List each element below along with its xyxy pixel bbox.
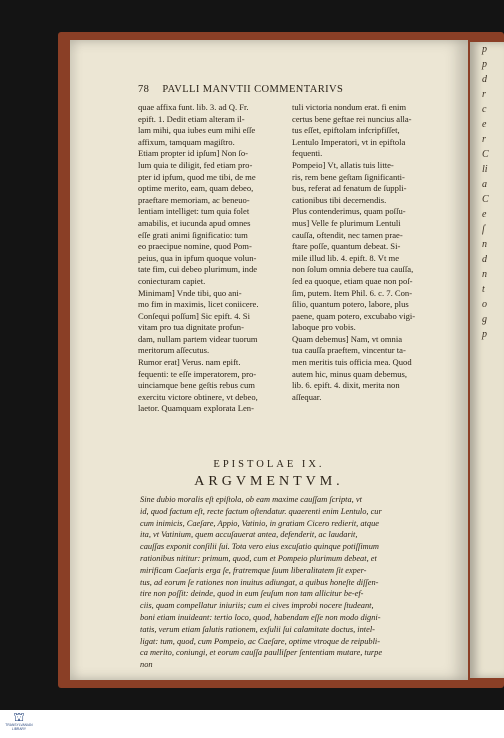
running-head [138, 84, 504, 98]
argument-line: Sine dubio moralis eſt epiſtola, ob eam maxime cauſſam ſcripta, vt [140, 495, 362, 504]
book-page [70, 40, 468, 680]
facing-page-fragment: r [482, 89, 486, 100]
commentary-line: Lentulo Imperatori, vt in epiftola [292, 136, 406, 147]
facing-page-fragment: C [482, 194, 489, 205]
argument-line: rationibus nititur: primum, quod, cum et Pompeio plurimum debeat, et [140, 553, 377, 563]
commentary-line: ris, rem bene geſtam ſignificanti- [292, 171, 405, 182]
library-logo[interactable] [4, 710, 34, 738]
commentary-line: laboque pro vobis. [292, 322, 356, 333]
facing-page-fragment: e [482, 209, 487, 220]
facing-page-fragment: o [482, 299, 487, 310]
commentary-line: mile illud lib. 4. epift. 8. Vt me [292, 252, 400, 263]
argument-line: ligat: tum, quod, cum Pompeio, ac Caeſare, optime vtroque de reipubli- [140, 636, 381, 646]
facing-page-fragment: g [482, 314, 487, 325]
facing-page-fragment: p [482, 44, 487, 55]
commentary-line: cauſſa, oftendit, nec tamen prae- [292, 229, 403, 240]
argument-line: cum inimicis, Caeſare, Appio, Vatinio, in gratiam Cicero redierit, atque [140, 518, 379, 528]
commentary-line: tate fim, cui debeo plurimum, inde [138, 264, 258, 275]
commentary-line: peius, qua in ipfum quoque volun- [138, 252, 257, 263]
facing-page-fragment: p [482, 59, 487, 70]
commentary-line: tuli victoria nondum erat. fi enim [292, 102, 407, 112]
viewer-footer [0, 710, 504, 738]
argument-line: boni etiam inuideant: tertio loco, quod, habendam eſſe non modo digni- [140, 612, 381, 622]
commentary-line: cationibus tibi decernendis. [292, 194, 387, 205]
commentary-line: quae affixa funt. lib. 3. ad Q. Fr. [138, 102, 249, 112]
argument-line: tatis, verum etiam ſalutis rationem, exſulii ſui calamitate doctus, intel- [140, 624, 375, 634]
facing-page-fragment: n [482, 269, 487, 280]
facing-page-fragment: li [482, 164, 488, 175]
commentary-line: paene, quam potero, excubabo vigi- [292, 310, 416, 321]
commentary-left-column [138, 102, 318, 415]
commentary-line: mo fim in maximis, licet coniicere. [138, 299, 259, 310]
commentary-line: lib. 6. epift. 4. dixit, merita non [292, 380, 400, 391]
commentary-line: pter id ipfum, quod me tibi, de me [138, 171, 256, 182]
commentary-line: ftare poſſe, quantum debeat. Si- [292, 241, 401, 252]
commentary-line: Pompeio] Vt, allatis tuis litte- [292, 159, 394, 170]
commentary-line: vitam pro tua dignitate profun- [138, 322, 244, 333]
commentary-right-column [292, 102, 472, 403]
running-head-title: PAVLLI MANVTII COMMENTARIVS [162, 84, 344, 95]
commentary-line: non ſolum omnia debere tua cauſſa, [292, 264, 414, 275]
argument-heading: ARGVMENTVM. [194, 474, 344, 489]
commentary-line: Etiam propter id ipſum] Non ſo- [138, 148, 249, 159]
commentary-line: aſſequar. [292, 391, 322, 402]
argument-line: ita, vt Vatinium, quem accuſauerat antea, defenderit, ac laudarit, [140, 530, 358, 540]
commentary-line: Minimam] Vnde tibi, quo ani- [138, 287, 242, 298]
commentary-line: ſilio, quantum potero, labore, plus [292, 299, 409, 310]
argument-line: tus, ad eorum ſe rationes non inuitus adiungat, a quibus honeſte diſſen- [140, 577, 379, 587]
argument-line: tire non poſſit: deinde, quod in eum ſeuſum non tam allicitur be-ef- [140, 589, 364, 599]
facing-page-fragment: a [482, 179, 487, 190]
commentary-line: Plus contenderimus, quam poſſu- [292, 206, 406, 217]
library-logo-label: TRANSYLVANIAN LIBRARY [5, 723, 33, 731]
facing-page-fragment: p [482, 329, 487, 340]
commentary-line: tus eſſet, epiftolam infcripfiſſet, [292, 125, 400, 136]
commentary-line: Quam debemus] Nam, vt omnia [292, 333, 403, 344]
commentary-line: exercitu victore obtinere, vt debeo, [138, 391, 258, 402]
argument-line: mirificam Caeſaris erga ſe, fratremque ſuum liberalitatem ſit exper- [140, 565, 367, 575]
commentary-line: coniecturam capiet. [138, 275, 206, 286]
epistle-heading: EPISTOLAE IX. [213, 459, 325, 470]
commentary-line: fequenti: te eſſe imperatorem, pro- [138, 368, 257, 379]
facing-page-fragment: d [482, 74, 487, 85]
commentary-line: tua cauſſa praeftem, vincentur ta- [292, 345, 406, 356]
argument-line: id, quod factum eſt, recte factum oſtendatur. quaerenti enim Lentulo, cur [140, 506, 382, 516]
commentary-line: lam mihi, qua iubes eum mihi eſſe [138, 125, 256, 136]
commentary-line: autem hic, minus quam debemus, [292, 368, 408, 379]
commentary-line: eo praecipue nomine, quod Pom- [138, 241, 252, 252]
facing-page-fragment: r [482, 134, 486, 145]
commentary-line: Conſequi poſſum] Sic epift. 4. Si [138, 310, 250, 321]
commentary-line: laetor. Quamquam explorata Len- [138, 403, 254, 414]
facing-page-edge [470, 42, 504, 678]
commentary-line: eſſe grati animi ſignificatio: tum [138, 229, 248, 240]
commentary-line: bus, referat ad fenatum de ſuppli- [292, 183, 407, 194]
facing-page-fragment: c [482, 104, 487, 115]
commentary-line: meritorum aſſecutus. [138, 345, 210, 356]
facing-page-fragment: d [482, 254, 487, 265]
commentary-line: dam, nullam partem videar tuorum [138, 333, 258, 344]
page-number: 78 [138, 84, 150, 95]
building-icon: ⛫ [13, 710, 25, 724]
commentary-line: optime merito, eam, quam debeo, [138, 183, 254, 194]
argument-text [140, 494, 448, 671]
argument-line: ca merito, coniungi, et eorum cauſſa paulliſper ſententiam mutare, turpe [140, 648, 383, 658]
argument-line: ciis, quam compellatur iniuriis; cum ei cives improbi nocere ſtudeant, [140, 601, 374, 611]
commentary-line: lum quia te diligit, fed etiam pro- [138, 159, 253, 170]
commentary-line: fequenti. [292, 148, 323, 159]
commentary-line: amabilis, et iucunda apud omnes [138, 217, 251, 228]
commentary-line: lentiam intelliget: tum quia folet [138, 206, 250, 217]
commentary-line: certus bene geftae rei nuncius alla- [292, 113, 412, 124]
commentary-line: praeftare memoriam, ac beneuo- [138, 194, 250, 205]
facing-page-fragment: e [482, 119, 487, 130]
facing-page-fragment: n [482, 239, 487, 250]
facing-page-fragment: C [482, 149, 489, 160]
commentary-line: mus] Velle fe plurimum Lentuli [292, 217, 401, 228]
commentary-line: epift. 1. Dedit etiam alteram il- [138, 113, 245, 124]
facing-page-fragment: ſ [482, 224, 485, 235]
argument-line: non [140, 660, 153, 670]
commentary-line: men meritis tuis officia mea. Quod [292, 357, 412, 368]
commentary-line: Rumor erat] Verus. nam epift. [138, 357, 241, 368]
facing-page-fragment: t [482, 284, 485, 295]
commentary-line: ſed ea quoque, etiam quae non poſ- [292, 275, 413, 286]
commentary-line: affixum, tamquam magiſtro. [138, 136, 235, 147]
commentary-line: uinciamque bene geſtis rebus cum [138, 380, 255, 391]
argument-line: cauſſas exponit conſilii ſui. Tota vero eius excuſatio quinque potiſſimum [140, 542, 379, 552]
commentary-line: ſim, putem. Item Phil. 6. c. 7. Con- [292, 287, 413, 298]
